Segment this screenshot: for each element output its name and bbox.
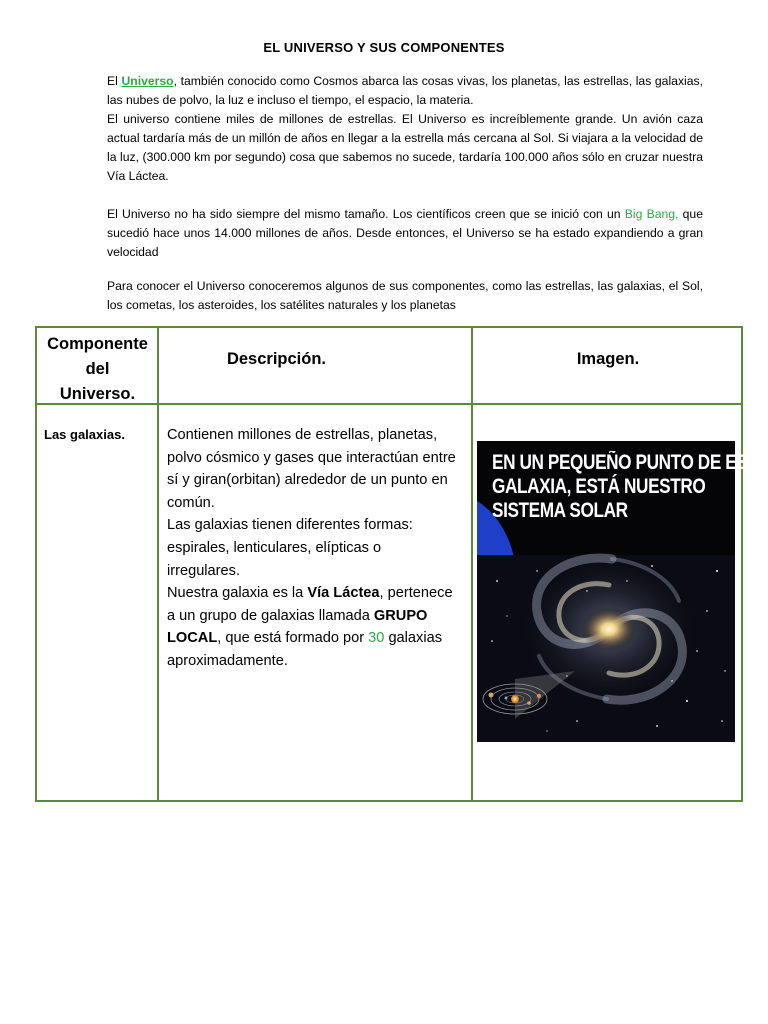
via-lactea-term: Vía Láctea (307, 585, 380, 602)
intro-paragraph-3 (107, 277, 703, 315)
component-name: Las galaxias. (44, 427, 125, 442)
galaxy-image (477, 441, 760, 742)
grupo-local-term: GRUPO LOCAL (167, 607, 428, 647)
image-caption (492, 451, 760, 523)
paragraph-text: , también conocido como Cosmos abarca las cosas vivas, los planetas, las estrellas, las galaxias, las nubes de polvo, la luz e incluso el tiempo, el espacio, la materia. (107, 74, 703, 107)
header-description: Descripción. (226, 350, 327, 368)
paragraph-text: Para conocer el Universo conoceremos algunos de sus componentes, como las estrellas, las galaxias, el Sol, los cometas, los asteroides, los satélites naturales y los planetas (107, 279, 703, 312)
image-caption-line: EN UN PEQUEÑO PUNTO DE ESA (492, 451, 760, 474)
header-component-line: Universo. (59, 385, 136, 403)
paragraph-text: El universo contiene miles de millones de estrellas. El Universo es increíblemente grande. Un avión caza actual tardaría más de un millón de años en llegar a la estrella más cercana al Sol. Si viajara a la velocidad de la luz, (300.000 km por segundo) cosa que sabemos no sucede, tardaría 100.000 años sólo en cruzar nuestra Vía Láctea. (107, 112, 703, 183)
description-text: Contienen millones de estrellas, planetas, polvo cósmico y gases que interactúan entre sí y giran(orbitan) alrededor de un punto en común. (167, 427, 456, 511)
page-title: EL UNIVERSO Y SUS COMPONENTES (263, 40, 505, 55)
paragraph-prefix: El (107, 74, 122, 88)
paragraph-text: que sucedió hace unos 14.000 millones de años. Desde entonces, el Universo se ha estado expandiendo a gran velocidad (107, 207, 703, 259)
header-component (37, 332, 158, 407)
paragraph-text: El Universo no ha sido siempre del mismo tamaño. Los científicos creen que se inició con un (107, 207, 625, 221)
table-column-divider (471, 328, 473, 800)
description-fragment: Nuestra galaxia es la (167, 585, 308, 602)
big-bang-link[interactable]: Big Bang, (624, 207, 679, 221)
intro-paragraph-2 (107, 205, 703, 262)
header-component-line: Componente (47, 335, 148, 353)
component-description (167, 424, 457, 673)
description-fragment: , que está formado por (217, 630, 369, 647)
universo-link[interactable]: Universo (121, 74, 174, 88)
components-table (35, 326, 760, 802)
description-text: Las galaxias tienen diferentes formas: espirales, lenticulares, elípticas o irregulares. (167, 517, 413, 579)
image-caption-line: GALAXIA, ESTÁ NUESTRO (492, 475, 706, 498)
image-caption-line: SISTEMA SOLAR (492, 499, 628, 522)
header-image: Imagen. (576, 350, 640, 368)
description-text (167, 582, 457, 672)
header-component-line: del (85, 360, 110, 378)
description-fragment: galaxias aproximadamente. (167, 630, 442, 669)
intro-paragraph-1 (107, 72, 703, 186)
galaxy-count: 30 (368, 630, 385, 647)
description-fragment: , pertenece a un grupo de galaxias llamada (167, 585, 453, 624)
